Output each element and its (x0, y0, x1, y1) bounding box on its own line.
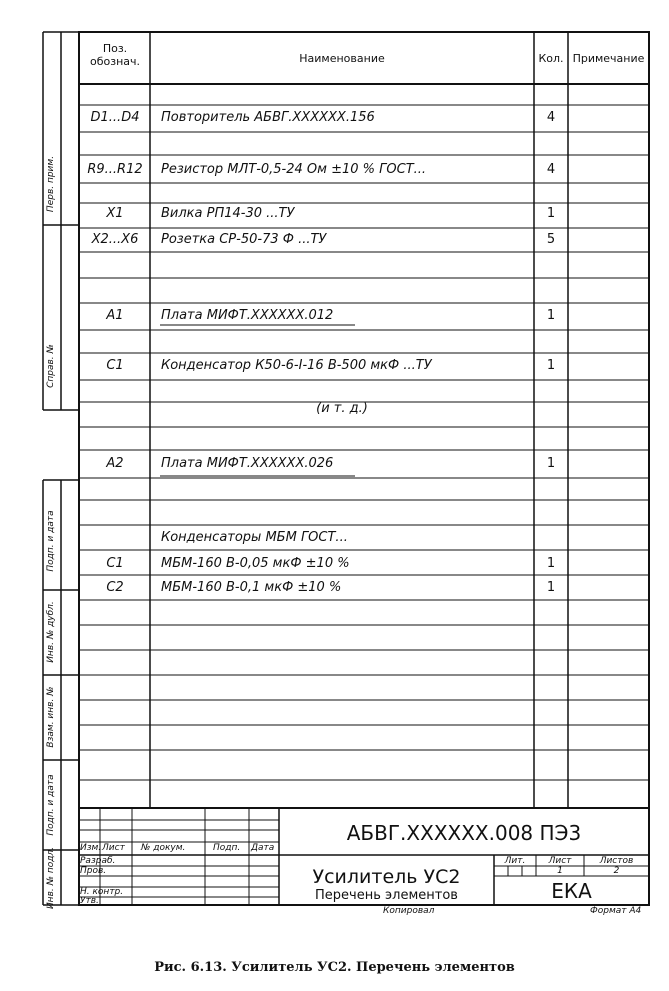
row-pos: R9...R12 (87, 162, 143, 177)
label-sheets: Листов (599, 856, 634, 866)
header-name: Наименование (299, 52, 385, 65)
header-pos-text: Поз. обознач. (89, 42, 141, 68)
row-name: (и т. д.) (316, 401, 368, 416)
label-prov: Пров. (80, 866, 107, 876)
side-label-inv-dubl: Инв. № дубл. (46, 601, 56, 663)
header-pos (80, 42, 150, 68)
row-name: МБМ-160 В-0,05 мкФ ±10 % (161, 556, 350, 571)
row-qty: 1 (546, 206, 556, 221)
side-label-sprav-no: Справ. № (46, 344, 56, 388)
row-qty: 4 (546, 110, 556, 125)
col-izm: Изм. (80, 843, 102, 853)
col-list: Лист (102, 843, 125, 853)
row-pos: C1 (106, 556, 124, 571)
side-label-inv-podl: Инв. № подл. (46, 846, 56, 910)
row-qty: 1 (546, 580, 556, 595)
label-format: Формат А4 (590, 906, 642, 916)
row-name: Конденсаторы МБМ ГОСТ... (161, 530, 348, 545)
row-name: Плата МИФТ.XXXXXX.026 (161, 456, 334, 471)
row-name: Плата МИФТ.XXXXXX.012 (161, 308, 334, 323)
row-pos: A2 (106, 456, 124, 471)
col-doc: № докум. (141, 843, 186, 853)
organization: ЕКА (551, 879, 592, 903)
row-pos: X2...X6 (91, 232, 139, 247)
sheet-value: 1 (557, 866, 563, 876)
row-name: Розетка СР-50-73 Ф ...ТУ (161, 232, 327, 247)
label-kopiroval: Копировал (383, 906, 435, 916)
row-name: Конденсатор К50-6-I-16 В-500 мкФ ...ТУ (161, 358, 432, 373)
row-name: МБМ-160 В-0,1 мкФ ±10 % (161, 580, 342, 595)
row-pos: C2 (106, 580, 124, 595)
side-label-podp-data-2: Подп. и дата (46, 774, 56, 836)
row-qty: 1 (546, 556, 556, 571)
row-qty: 1 (546, 456, 556, 471)
doc-code: АБВГ.XXXXXX.008 ПЭ3 (346, 821, 582, 845)
row-qty: 5 (546, 232, 556, 247)
label-lit: Лит. (504, 856, 526, 866)
row-pos: C1 (106, 358, 124, 373)
label-razrab: Разраб. (80, 856, 116, 866)
row-pos: D1...D4 (90, 110, 140, 125)
label-utv: Утв. (80, 896, 99, 906)
row-qty: 4 (546, 162, 556, 177)
col-podp: Подп. (213, 843, 241, 853)
row-qty: 1 (546, 308, 556, 323)
sheets-value: 2 (613, 866, 620, 876)
document-title: Перечень элементов (315, 888, 458, 903)
row-name: Повторитель АБВГ.XXXXXX.156 (161, 110, 375, 125)
row-pos: A1 (106, 308, 124, 323)
label-n-kontr: Н. контр. (80, 887, 124, 897)
product-title: Усилитель УС2 (312, 866, 461, 888)
row-name: Вилка РП14-30 ...ТУ (161, 206, 295, 221)
row-name: Резистор МЛТ-0,5-24 Ом ±10 % ГОСТ... (161, 162, 427, 177)
side-label-podp-data-1: Подп. и дата (46, 510, 56, 572)
row-qty: 1 (546, 358, 556, 373)
side-label-vzam-inv: Взам. инв. № (46, 686, 56, 748)
header-note: Примечание (572, 52, 645, 65)
figure-caption: Рис. 6.13. Усилитель УС2. Перечень элементов (154, 960, 515, 975)
col-data: Дата (251, 843, 275, 853)
row-pos: X1 (106, 206, 124, 221)
side-label-perv-prim: Перв. прим. (46, 155, 56, 213)
label-sheet: Лист (548, 856, 572, 866)
header-qty: Кол. (538, 52, 564, 65)
